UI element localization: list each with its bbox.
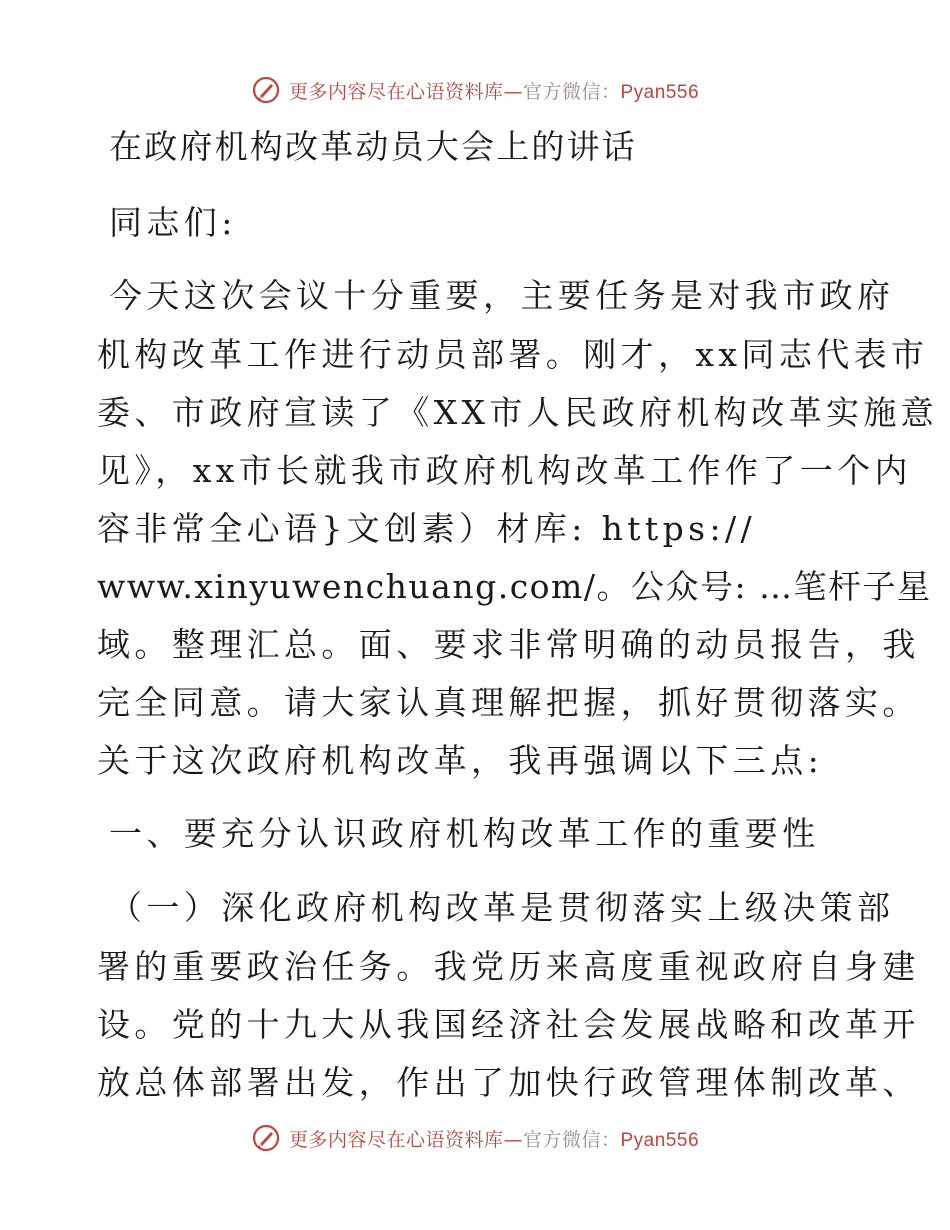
paragraph-line: 设。党的十九大从我国经济社会发展战略和改革开 bbox=[97, 1005, 920, 1044]
header-watermark-banner bbox=[0, 70, 950, 110]
watermark-official-label: 官方微信： bbox=[522, 1128, 621, 1151]
paragraph-line: 委、市政府宣读了《XX市人民政府机构改革实施意 bbox=[97, 393, 939, 432]
paragraph-line: 容非常全心语}文创素）材库: https:// bbox=[97, 509, 756, 548]
quill-seal-icon bbox=[251, 1123, 281, 1153]
paragraph-line: 完全同意。请大家认真理解把握，抓好贯彻落实。 bbox=[97, 683, 920, 722]
paragraph-line: 放总体部署出发，作出了加快行政管理体制改革、 bbox=[97, 1063, 920, 1102]
paragraph-line: 署的重要政治任务。我党历来高度重视政府自身建 bbox=[97, 947, 920, 986]
watermark-dash: — bbox=[503, 1128, 523, 1151]
paragraph-line: 域。整理汇总。面、要求非常明确的动员报告，我 bbox=[97, 625, 920, 664]
watermark-official-label: 官方微信： bbox=[522, 80, 621, 103]
section-heading: 一、要充分认识政府机构改革工作的重要性 bbox=[109, 814, 820, 853]
watermark-text bbox=[289, 77, 699, 104]
paragraph-line: 见》，xx市长就我市政府机构改革工作作了一个内 bbox=[97, 451, 912, 490]
watermark-dash: — bbox=[503, 80, 523, 103]
footer-watermark-banner bbox=[0, 1118, 950, 1158]
watermark-text bbox=[289, 1125, 699, 1152]
watermark-brand: 更多内容尽在心语资料库 bbox=[288, 80, 504, 103]
watermark-brand: 更多内容尽在心语资料库 bbox=[288, 1128, 504, 1151]
paragraph-line: 关于这次政府机构改革，我再强调以下三点: bbox=[97, 741, 824, 780]
quill-seal-icon bbox=[251, 75, 281, 105]
paragraph-line: （一）深化政府机构改革是贯彻落实上级决策部 bbox=[109, 888, 895, 927]
paragraph-line: 机构改革工作进行动员部署。刚才，xx同志代表市 bbox=[97, 335, 929, 374]
paragraph-line: www.xinyuwenchuang.com/。公众号: …笔杆子星 bbox=[97, 567, 932, 606]
watermark-wechat-id: Pyan556 bbox=[620, 1129, 700, 1151]
document-title: 在政府机构改革动员大会上的讲话 bbox=[109, 127, 637, 166]
paragraph-line: 今天这次会议十分重要，主要任务是对我市政府 bbox=[109, 276, 895, 315]
watermark-wechat-id: Pyan556 bbox=[620, 81, 700, 103]
salutation: 同志们: bbox=[109, 203, 237, 242]
